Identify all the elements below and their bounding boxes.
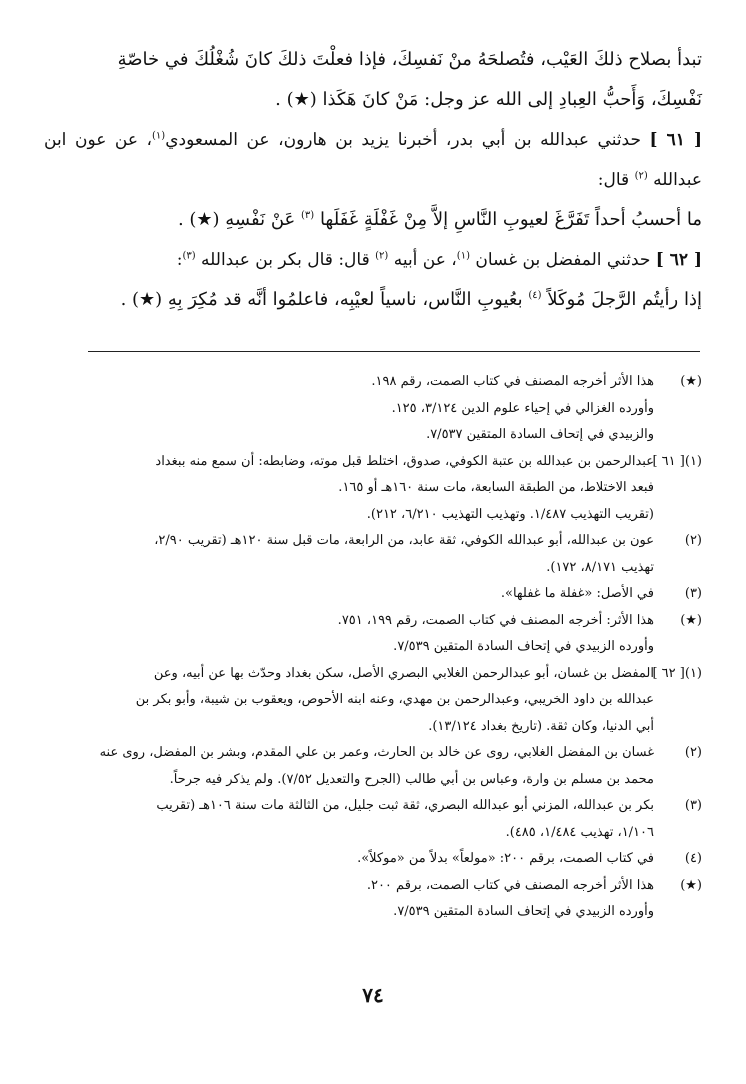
entry-61-text-part-2: عَنْ نَفْسِهِ (★) . [177,209,296,230]
footnote-body [44,740,654,793]
footnote-key [654,873,702,926]
footnote-marker: (١) [684,453,702,469]
footnote-marker: (★) [680,374,702,389]
footnote-line: تهذيب ٨/١٧١، ١٧٢). [546,559,654,575]
footnote-divider [88,351,700,352]
entry-62-text-part-1: إذا رأيتُم الرَّجلَ مُوكَلاً [547,289,702,310]
entry-62-isnad-part-1: حدثني المفضل بن غسان [475,250,651,270]
footnote-line: وأورده الغزالي في إحياء علوم الدين ٣/١٢٤، ١٢٥. [391,400,654,416]
footnote-body [44,793,654,846]
footnote-line: (تقريب التهذيب ١/٤٨٧. وتهذيب التهذيب ٦/٢١٠، ٢١٢). [366,506,654,522]
page-number: ٧٤ [362,983,384,1007]
entry-62-text-part-2: بعُيوبِ النَّاس، ناسياً لعيْبِه، فاعلمُوا أنَّه قد مُكِرَ بِهِ (★) . [120,289,523,310]
footnote-marker: (★) [680,877,702,893]
footnote-line: غسان بن المفضل الغلابي، روى عن خالد بن الحارث، وعمر بن علي المقدم، وبشر بن المفضل، روى عنه [99,745,654,760]
footnote-ref: (٣) [182,250,196,262]
footnote-entry-number: [ ٦٢ ] [652,665,685,681]
entry-62-isnad-part-3: قال: قال بكر بن عبدالله [201,250,370,270]
footnote-marker: (٢) [684,745,702,760]
footnotes [44,369,702,926]
footnote-line: عبدالله بن داود الخريبي، وعبدالرحمن بن مهدي، وعنه ابنه الأحوص، ويعقوب بن شيبة، وأبو بكر بن [135,692,654,707]
footnote-line: المفضل بن غسان، أبو عبدالرحمن الغلابي البصري الأصل، سكن بغداد وحدّث بها عن أبيه، وعن [153,665,654,681]
footnote-item [44,449,702,529]
footnote-line: بكر بن عبدالله، المزني أبو عبدالله البصري، ثقة ثبت جليل، من الثالثة مات سنة ١٠٦هـ (تقريب [156,798,654,813]
footnote-marker: (١) [684,665,702,681]
footnote-line: والزبيدي في إتحاف السادة المتقين ٧/٥٣٧. [426,427,654,442]
main-text [44,40,702,320]
entry-61-number: [ ٦١ ] [649,130,703,150]
footnote-key [654,449,702,529]
footnote-ref: (٢) [375,250,389,262]
footnote-line: أبي الدنيا، وكان ثقة. (تاريخ بغداد ١٣/١٢٤). [428,718,654,734]
footnote-key [654,846,702,873]
footnote-line: هذا الأثر أخرجه المصنف في كتاب الصمت، برقم ٢٠٠. [366,877,654,893]
footnote-marker: (٢) [684,533,702,548]
entry-61-isnad-part-4: قال: [597,170,630,190]
footnote-ref: (١) [152,130,166,142]
footnote-ref: (٢) [634,170,648,182]
entry-62-isnad-part-2: ، عن أبيه [393,250,457,270]
footnote-line: محمد بن مسلم بن وارة، وعباس بن أبي طالب (الجرح والتعديل ٧/٥٢). ولم يذكر فيه جرحاً. [169,771,654,787]
entry-61-isnad-part-1: حدثني عبدالله بن أبي بدر، أخبرنا يزيد بن هارون، عن المسعودي [165,130,641,150]
entry-62-isnad [44,240,702,280]
footnote-line: عبدالرحمن بن عبدالله بن عتبة الكوفي، صدوق، اختلط قبل موته، وضابطه: أن سمع منه ببغداد [155,453,654,469]
footnote-key [654,661,702,741]
footnote-body [44,369,654,449]
entry-61-text-part-1: ما أحسبُ أحداً تَفَرَّغَ لعيوبِ النَّاسِ إلاَّ مِنْ غَفْلَةٍ غَفَلَها [319,209,702,230]
footnote-marker: (★) [680,612,702,628]
footnote-line: هذا الأثر أخرجه المصنف في كتاب الصمت، رقم ١٩٨. [371,374,654,389]
footnote-line: في الأصل: «غفلة ما غفلها». [500,586,654,601]
entry-61-isnad-part-3: ابن عبدالله [44,130,702,190]
entry-61-text [44,200,702,240]
footnote-line: هذا الأثر: أخرجه المصنف في كتاب الصمت، رقم ١٩٩، ٧٥١. [337,612,654,628]
main-line-1: تبدأ بصلاح ذلكَ العَيْب، فتُصلحَهُ منْ نَفسِكَ، فإذا فعلْتَ ذلكَ كانَ شُغْلُكَ في خاصّةِ [117,49,702,70]
footnote-ref: (٤) [528,290,542,301]
footnote-item [44,369,702,449]
footnote-body [44,873,654,926]
footnote-body [44,608,654,661]
footnote-line: فبعد الاختلاط، من الطبقة السابعة، مات سنة ١٦٠هـ أو ١٦٥. [338,480,654,495]
footnote-entry-number: [ ٦١ ] [652,453,685,469]
footnote-body [44,661,654,741]
footnote-body [44,528,654,581]
footnote-item [44,528,702,581]
footnote-item [44,873,702,926]
footnote-ref: (١) [456,250,470,262]
footnote-key [654,528,702,581]
footnote-line: وأورده الزبيدي في إتحاف السادة المتقين ٧/٥٣٩. [393,639,654,654]
footnote-body [44,846,654,873]
footnote-key [654,740,702,793]
entry-61-isnad-part-2: ، عن عون [74,130,153,150]
footnote-line: وأورده الزبيدي في إتحاف السادة المتقين ٧/٥٣٩. [393,904,654,919]
main-line-2: نَفْسِكَ، وَأَحبُّ العِبادِ إلى الله عز وجل: مَنْ كانَ هَكَذا (★) . [275,89,702,110]
footnote-body [44,449,654,529]
footnote-body [44,581,654,608]
footnote-ref: (٣) [301,210,315,221]
footnote-key [654,608,702,661]
footnote-item [44,608,702,661]
footnote-item [44,793,702,846]
footnote-key [654,581,702,608]
footnote-line: عون بن عبدالله، أبو عبدالله الكوفي، ثقة عابد، من الرابعة، مات قبل سنة ١٢٠هـ (تقريب ٢/٩٠، [154,533,654,548]
footnote-item [44,846,702,873]
footnote-marker: (٣) [684,586,702,601]
footnote-item [44,661,702,741]
footnote-key [654,793,702,846]
footnote-marker: (٤) [684,851,702,866]
entry-62-text [44,280,702,320]
footnote-item [44,740,702,793]
footnote-marker: (٣) [684,798,702,813]
entry-62-isnad-part-4: : [176,250,183,270]
footnote-item [44,581,702,608]
entry-61-isnad [44,120,702,200]
footnote-key [654,369,702,449]
footnote-line: ١/١٠٦، تهذيب ١/٤٨٤، ٤٨٥). [505,824,654,840]
entry-62-number: [ ٦٢ ] [655,250,702,270]
footnote-line: في كتاب الصمت، برقم ٢٠٠: «مولعاً» بدلاً من «موكلاً». [357,851,654,866]
